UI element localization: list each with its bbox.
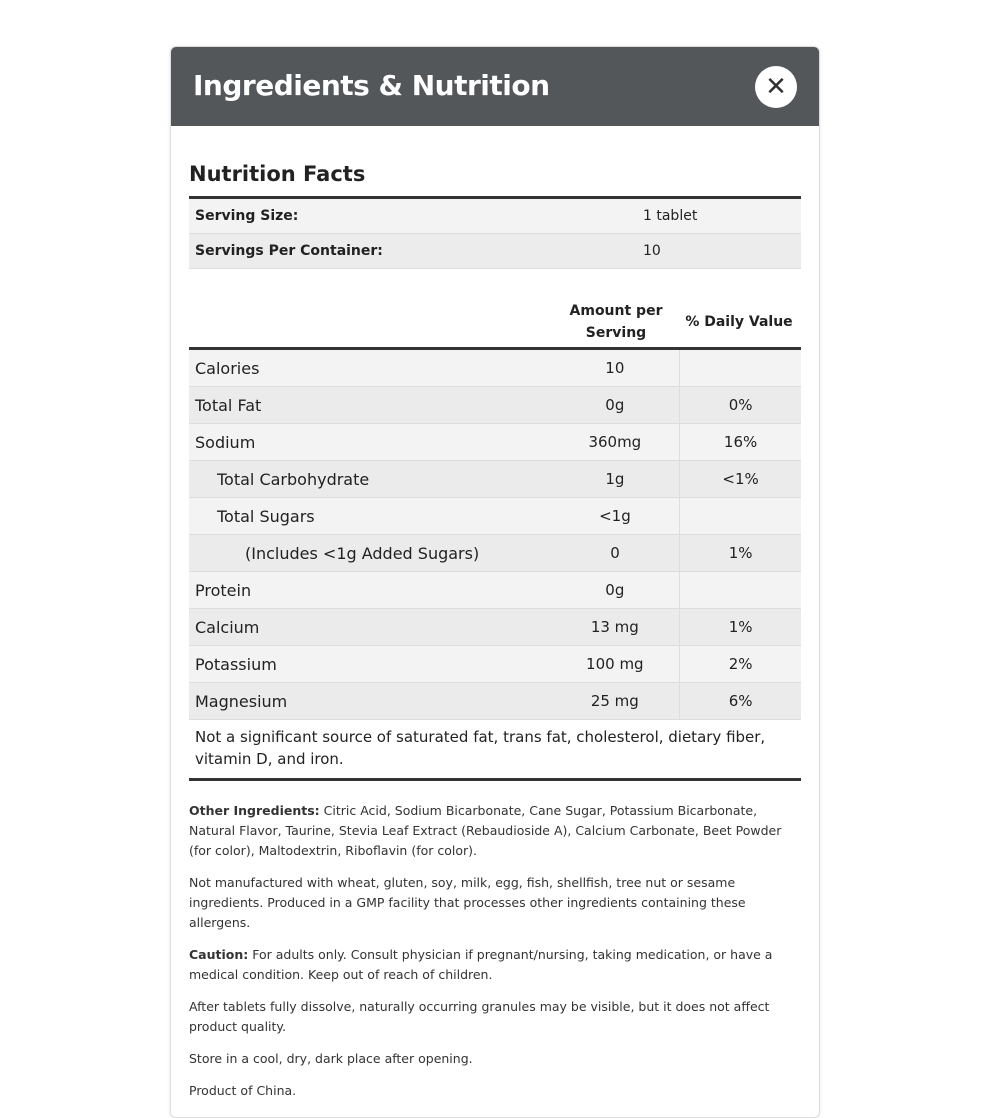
modal-title: Ingredients & Nutrition (193, 69, 550, 102)
nutrient-row (189, 683, 801, 720)
nutrient-daily-value: <1% (722, 470, 759, 488)
nutrient-row (189, 461, 801, 498)
modal-header (171, 47, 819, 126)
other-ingredients-label: Other Ingredients: (189, 803, 320, 818)
nutrient-amount: 100 mg (550, 646, 680, 682)
nutrient-daily-value: 2% (728, 655, 753, 673)
label: Serving Size: (195, 208, 299, 224)
other-ingredients-text: Citric Acid, Sodium Bicarbonate, Cane Sugar, Potassium Bicarbonate, Natural Flavor, Taurine, Stevia Leaf Extract (Rebaudioside A), Calcium Carbonate, Beet Powder (for color), Maltodextrin, Riboflavin (for color). (189, 803, 782, 858)
value: 10 (643, 243, 661, 259)
allergen-line-1: Not manufactured with wheat, gluten, soy, milk, egg, fish, shellfish, tree nut or sesame (189, 875, 736, 890)
allergen-line-2: ingredients. Produced in a GMP facility that processes other ingredients containing these allergens. (189, 895, 746, 930)
nutrient-name: Protein (195, 580, 252, 600)
nutrient-name: (Includes <1g Added Sugars) (245, 543, 480, 563)
nutrient-daily-value: 6% (728, 692, 753, 710)
nutrient-amount: <1g (551, 498, 681, 534)
servings-per-container-row (189, 234, 801, 269)
granules-note: After tablets fully dissolve, naturally occurring granules may be visible, but it does not affect product quality. (189, 999, 770, 1034)
caution-label: Caution: (189, 947, 249, 962)
caution (189, 945, 801, 985)
nutrient-amount: 0g (550, 387, 680, 423)
daily-value-header: % Daily Value (685, 314, 793, 330)
serving-size-row (189, 199, 801, 234)
nutrition-facts-title: Nutrition Facts (189, 162, 366, 186)
nutrient-row (189, 498, 801, 535)
other-ingredients (189, 801, 801, 861)
nutrient-amount: 13 mg (550, 609, 680, 645)
nutrient-row (189, 424, 801, 461)
nutrient-name: Calories (195, 358, 260, 378)
nutrient-row (189, 609, 801, 646)
allergen-statement (189, 873, 801, 933)
nutrient-amount: 1g (551, 461, 681, 497)
nutrient-name: Calcium (195, 617, 260, 637)
ingredients-section (189, 801, 801, 1101)
nutrient-table (189, 350, 801, 720)
nutrient-amount: 360mg (550, 424, 680, 460)
nutrient-table-header (189, 297, 801, 350)
nutrient-name: Total Sugars (217, 506, 315, 526)
nutrition-modal (170, 46, 820, 1118)
nutrient-row (189, 535, 801, 572)
serving-table (189, 196, 801, 269)
nutrient-name: Magnesium (195, 691, 288, 711)
label: Servings Per Container: (195, 243, 383, 259)
nutrient-daily-value: 16% (723, 433, 758, 451)
footnote: Not a significant source of saturated fat, trans fat, cholesterol, dietary fiber, vitamin D, and iron. (189, 720, 801, 781)
nutrient-amount: 0g (550, 572, 680, 608)
nutrient-name: Total Carbohydrate (217, 469, 370, 489)
nutrient-name: Total Fat (195, 395, 262, 415)
nutrient-name: Potassium (195, 654, 277, 674)
nutrient-amount: 25 mg (550, 683, 680, 719)
nutrient-row (189, 572, 801, 609)
nutrient-amount: 0 (551, 535, 681, 571)
amount-header: Amount per Serving (569, 303, 663, 341)
close-button[interactable]: ✕ (755, 66, 797, 108)
nutrient-daily-value: 1% (728, 544, 753, 562)
storage-note: Store in a cool, dry, dark place after opening. (189, 1051, 473, 1066)
caution-text: For adults only. Consult physician if pregnant/nursing, taking medication, or have a medical condition. Keep out of reach of children. (189, 947, 773, 982)
nutrient-daily-value: 0% (728, 396, 753, 414)
nutrient-row (189, 387, 801, 424)
nutrient-amount: 10 (550, 350, 680, 386)
nutrient-name: Sodium (195, 432, 256, 452)
nutrient-row (189, 646, 801, 683)
value: 1 tablet (643, 208, 698, 224)
nutrient-daily-value: 1% (728, 618, 753, 636)
origin-note: Product of China. (189, 1083, 297, 1098)
nutrient-row (189, 350, 801, 387)
